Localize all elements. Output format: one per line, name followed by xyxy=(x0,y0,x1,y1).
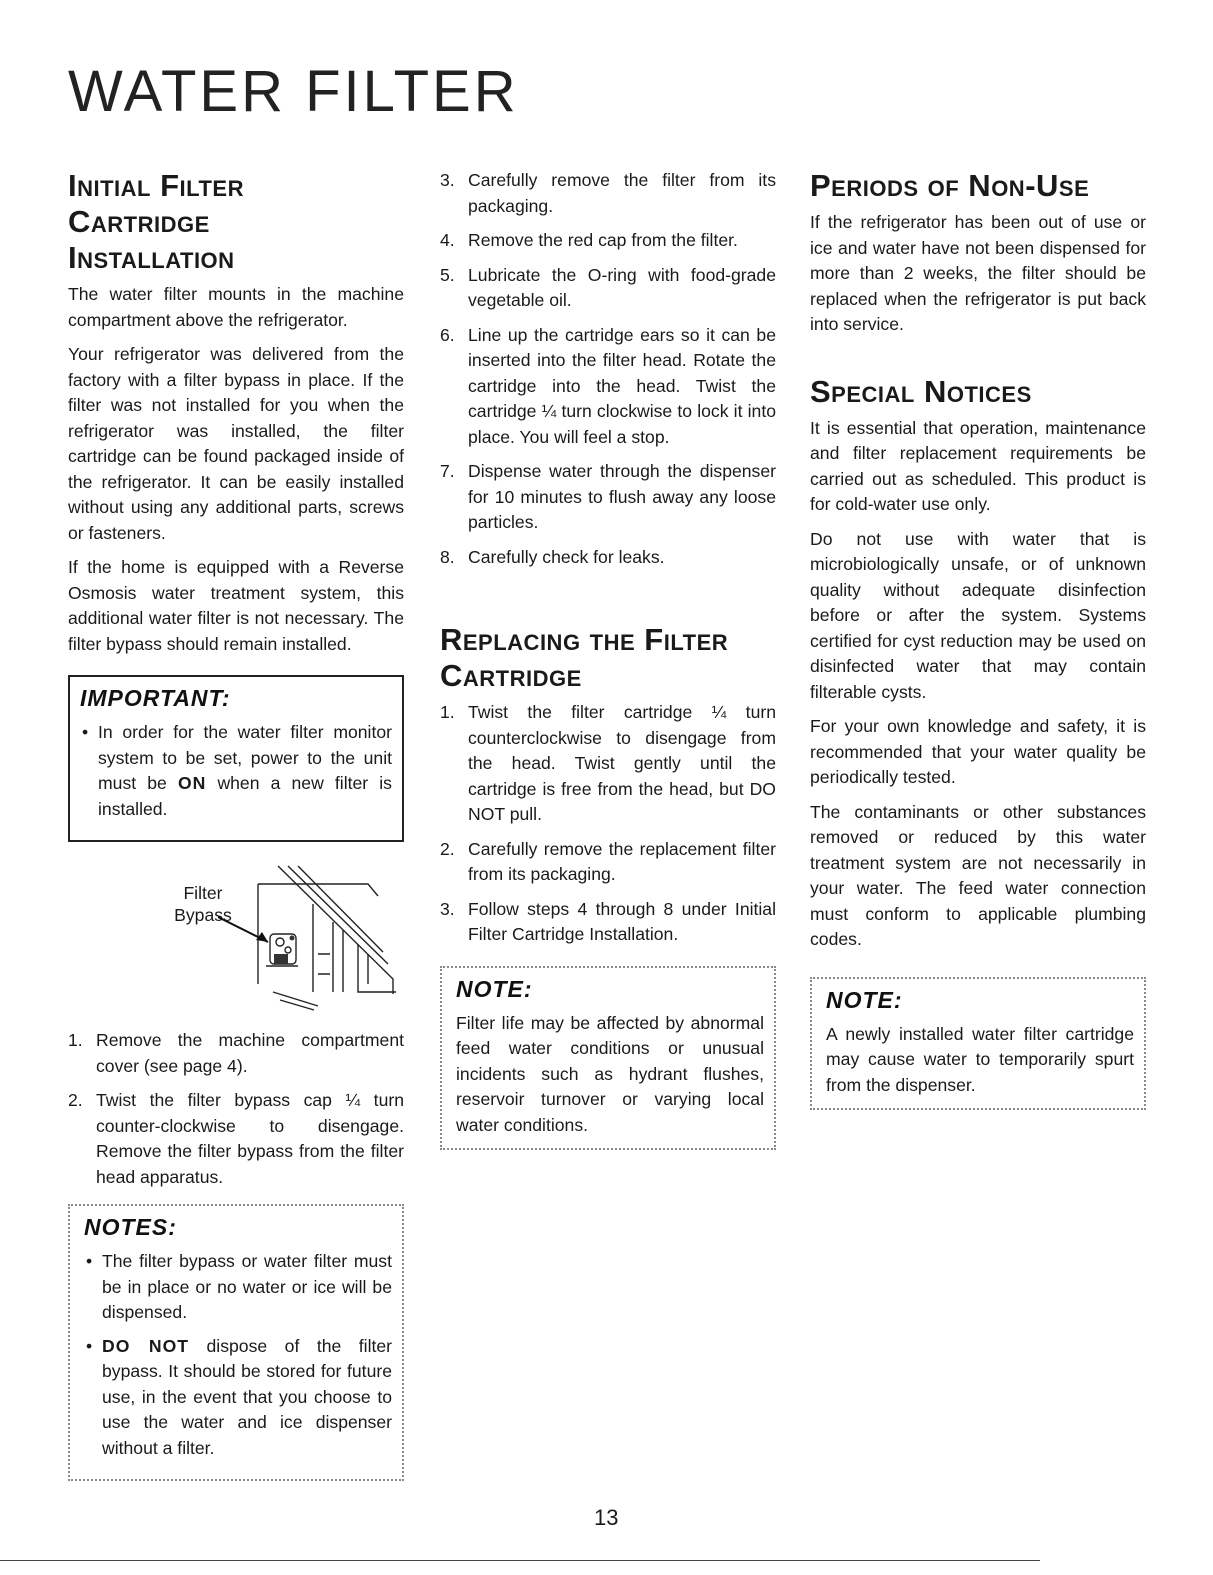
step-item xyxy=(68,1088,404,1190)
list-item xyxy=(80,720,392,822)
step-item xyxy=(440,545,776,571)
step-item xyxy=(440,263,776,314)
notes-list xyxy=(84,1249,392,1461)
paragraph: Your refrigerator was delivered from the factory with a filter bypass in place. If the filter was not installed for you when the refrigerator was installed, the filter cartridge can be found packaged inside of the refrigerator. It can be easily installed without using any additional parts, screws or fasteners. xyxy=(68,344,404,543)
paragraph: The contaminants or other substances removed or reduced by this water treatment system are not necessarily in your water. The feed water connection must conform to applicable plumbing codes. xyxy=(810,801,1146,949)
list-item xyxy=(84,1249,392,1326)
paragraph: The water filter mounts in the machine compartment above the refrigerator. xyxy=(68,284,404,330)
replacing-heading xyxy=(440,622,776,694)
column-steps-replacing xyxy=(440,168,776,1150)
step-item xyxy=(440,459,776,536)
step-item xyxy=(440,700,776,828)
note-heading: NOTE: xyxy=(456,975,533,1002)
bullet-text: In order for the water filter monitor system to be set, power to the unit must be xyxy=(98,722,392,793)
step-text: Follow steps 4 through 8 under Initial Filter Cartridge Installation. xyxy=(468,898,776,944)
note-text: A newly installed water filter cartridge may cause water to temporarily spurt from the dispenser. xyxy=(826,1023,1134,1095)
bullet-text: The filter bypass or water filter must be in place or no water or ice will be dispensed. xyxy=(102,1251,392,1322)
step-text: Carefully remove the replacement filter from its packaging. xyxy=(468,838,776,884)
special-notices-heading: Special Notices xyxy=(810,373,1032,409)
bottom-rule xyxy=(0,1560,1040,1561)
on-emphasis: ON xyxy=(177,773,207,793)
list-item xyxy=(84,1334,392,1462)
note-text: Filter life may be affected by abnormal feed water conditions or unusual incidents such as hydrant flushes, reservoir turnover or varying local water conditions. xyxy=(456,1012,764,1135)
step-text: Twist the filter cartridge ¼ turn counterclockwise to disengage from the head. Twist gently until the cartridge is free from the head, but DO NOT pull. xyxy=(468,702,776,824)
paragraph: If the home is equipped with a Reverse Osmosis water treatment system, this additional water filter is not necessary. The filter bypass should remain installed. xyxy=(68,557,404,654)
step-number: 1. xyxy=(440,702,455,722)
step-item xyxy=(440,837,776,888)
heading-line: Replacing the Filter xyxy=(440,622,729,657)
step-text: Line up the cartridge ears so it can be inserted into the filter head. Rotate the cartridge into the head. Twist the cartridge ¼ turn clockwise to lock it into place. You will feel a stop. xyxy=(468,324,776,447)
non-use-heading: Periods of Non-Use xyxy=(810,168,1090,203)
step-number: 1. xyxy=(68,1030,83,1050)
step-number: 5. xyxy=(440,264,455,285)
step-item xyxy=(440,897,776,948)
filter-life-note-box xyxy=(440,966,776,1151)
heading-line: Cartridge xyxy=(68,204,210,239)
step-item xyxy=(440,168,776,219)
notes-box xyxy=(68,1204,404,1481)
step-item xyxy=(440,228,776,254)
important-list xyxy=(80,720,392,822)
filter-bypass-figure xyxy=(68,864,404,1014)
step-text: Carefully remove the filter from its packaging. xyxy=(468,170,776,216)
initial-installation-heading xyxy=(68,168,404,276)
column-initial-installation xyxy=(68,168,404,1481)
heading-line: Cartridge xyxy=(440,658,582,693)
step-number: 2. xyxy=(440,838,455,859)
step-text: Dispense water through the dispenser for 10 minutes to flush away any loose particles. xyxy=(468,461,776,532)
heading-line: Installation xyxy=(68,240,235,275)
paragraph: For your own knowledge and safety, it is recommended that your water quality be periodically tested. xyxy=(810,716,1146,787)
step-number: 3. xyxy=(440,898,455,919)
step-number: 7. xyxy=(440,461,455,481)
step-text: Twist the filter bypass cap ¼ turn counter-clockwise to disengage. Remove the filter bypass from the filter head apparatus. xyxy=(96,1090,404,1187)
paragraph: If the refrigerator has been out of use or ice and water have not been dispensed for more than 2 weeks, the filter should be replaced when the refrigerator is put back into service. xyxy=(810,212,1146,334)
do-not-emphasis: DO NOT xyxy=(102,1335,190,1356)
bullet-text: when a new filter is installed. xyxy=(98,773,392,819)
installation-steps-continued xyxy=(440,168,776,570)
figure-label-line: Filter xyxy=(183,883,223,903)
important-box xyxy=(68,675,404,842)
bullet-text: dispose of the filter bypass. It should be stored for future use, in the event that you choose to use the water and ice dispenser without a filter. xyxy=(102,1335,393,1458)
replacing-steps xyxy=(440,700,776,948)
paragraph: Do not use with water that is microbiologically unsafe, or of unknown quality without adequate disinfection before or after the system. Systems certified for cyst reduction may be used on disinfected water that may contain filterable cysts. xyxy=(810,528,1146,702)
important-heading: IMPORTANT: xyxy=(80,685,231,711)
page-number: 13 xyxy=(594,1505,619,1530)
step-item xyxy=(440,323,776,451)
paragraph: It is essential that operation, maintenance and filter replacement requirements be carried out as scheduled. This product is for cold-water use only. xyxy=(810,417,1146,514)
step-text: Carefully check for leaks. xyxy=(468,546,665,567)
bypass-removal-steps xyxy=(68,1028,404,1190)
heading-line: Initial Filter xyxy=(68,168,244,203)
page-title: WATER FILTER xyxy=(68,59,519,124)
note-heading: NOTE: xyxy=(826,986,903,1013)
step-number: 3. xyxy=(440,170,455,190)
figure-label-line: Bypass xyxy=(174,905,232,925)
notes-heading: NOTES: xyxy=(84,1214,177,1240)
step-number: 2. xyxy=(68,1090,83,1110)
filter-bypass-illustration xyxy=(218,864,398,1014)
column-notices xyxy=(810,168,1146,1110)
step-number: 6. xyxy=(440,324,455,345)
step-text: Remove the machine compartment cover (see page 4). xyxy=(96,1030,404,1076)
step-number: 4. xyxy=(440,230,455,250)
step-text: Lubricate the O-ring with food-grade vegetable oil. xyxy=(468,264,776,310)
spurt-note-box xyxy=(810,977,1146,1111)
step-text: Remove the red cap from the filter. xyxy=(468,230,738,250)
step-number: 8. xyxy=(440,546,455,567)
step-item xyxy=(68,1028,404,1079)
